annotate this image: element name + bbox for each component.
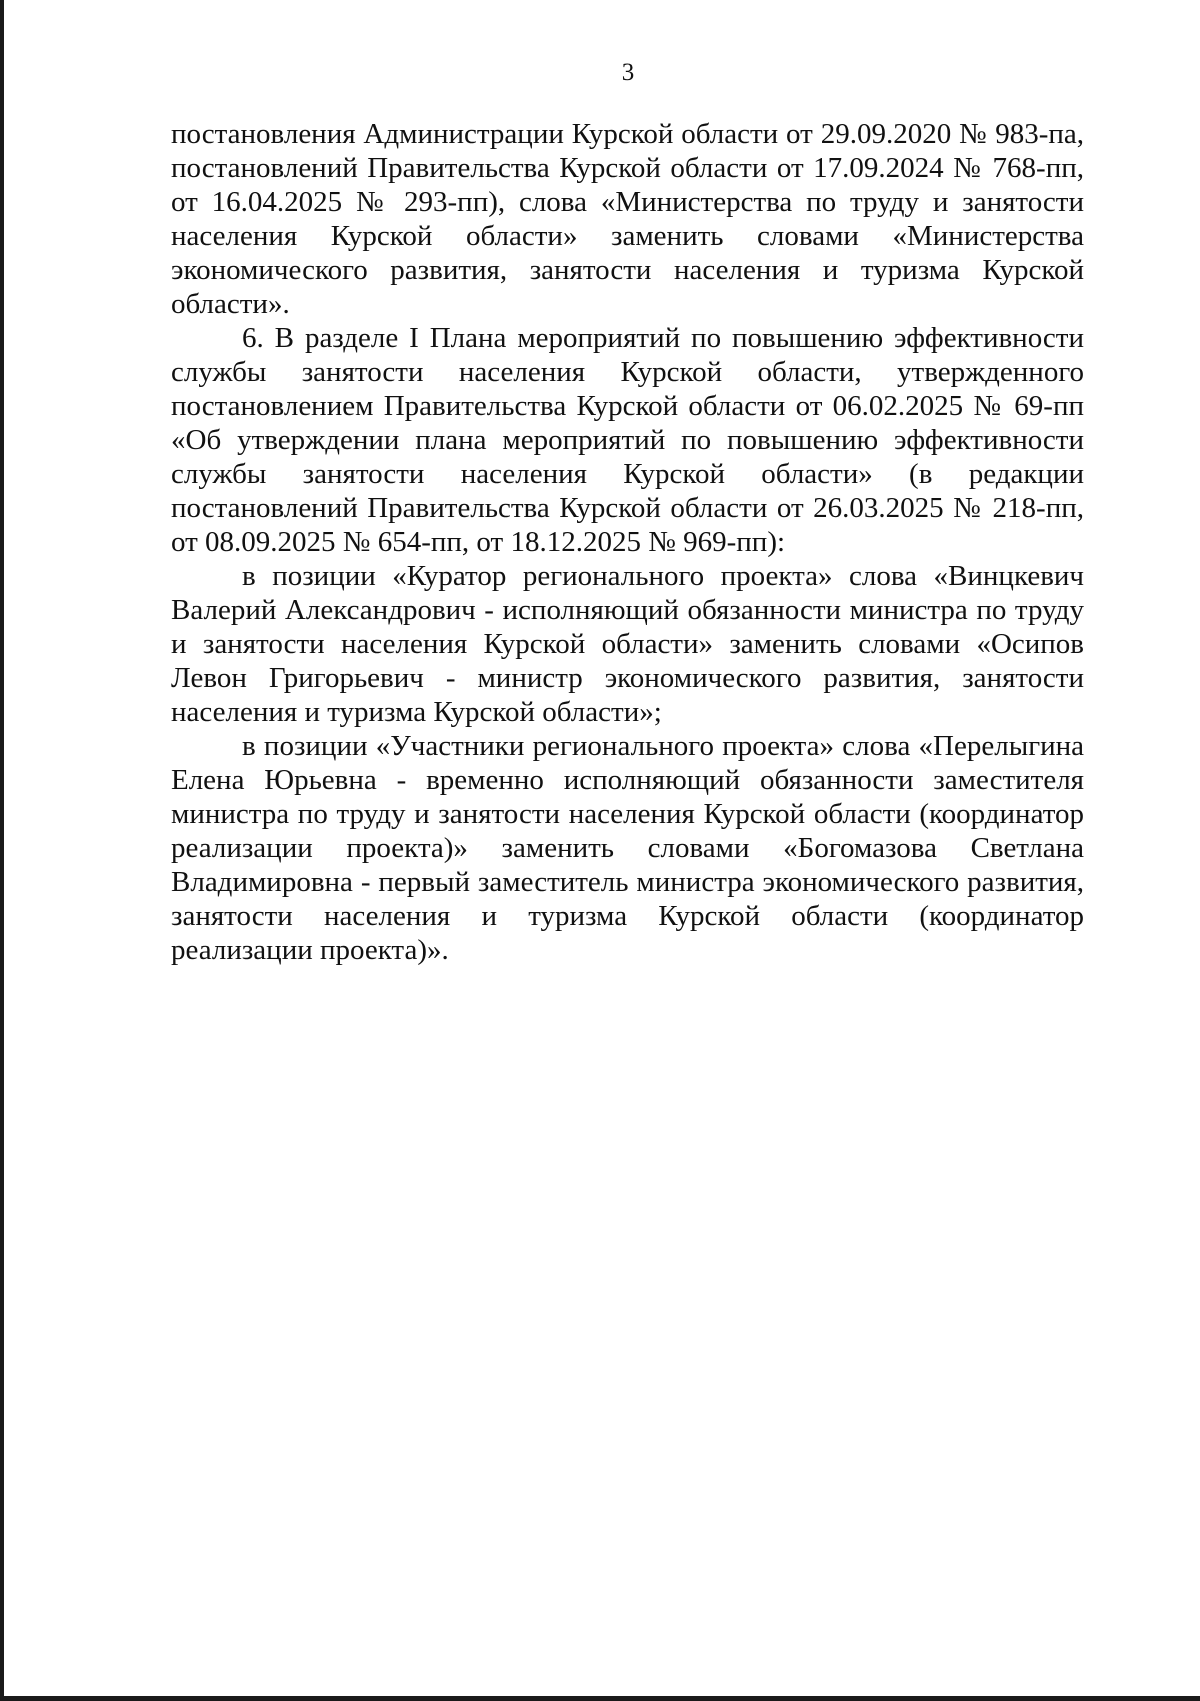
paragraph-continuation: постановления Администрации Курской области от 29.09.2020 № 983-па, постановлений Правительства Курской области от 17.09.2024 № 768-пп, от 16.04.2025 № 293-пп), слова «Министерства по труду и занятости населения Курской области» заменить словами «Министерства экономического развития, занятости населения и туризма Курской области». [171, 118, 1084, 320]
paragraph-curator-position: в позиции «Куратор регионального проекта» слова «Винцкевич Валерий Александрович - исполняющий обязанности министра по труду и занятости населения Курской области» заменить словами «Осипов Левон Григорьевич - министр экономического развития, занятости населения и туризма Курской области»; [171, 560, 1084, 728]
scan-edge-bottom [0, 1696, 1200, 1701]
scan-edge-left [0, 0, 4, 1701]
page-number: 3 [621, 59, 635, 86]
paragraph-participants-position: в позиции «Участники регионального проекта» слова «Перелыгина Елена Юрьевна - временно исполняющий обязанности заместителя министра по труду и занятости населения Курской области (координатор реализации проекта)» заменить словами «Богомазова Светлана Владимировна - первый заместитель министра экономического развития, занятости населения и туризма Курской области (координатор реализации проекта)». [171, 730, 1084, 966]
paragraph-item-6: 6. В разделе I Плана мероприятий по повышению эффективности службы занятости населения Курской области, утвержденного постановлением Правительства Курской области от 06.02.2025 № 69-пп «Об утверждении плана мероприятий по повышению эффективности службы занятости населения Курской области» (в редакции постановлений Правительства Курской области от 26.03.2025 № 218-пп, от 08.09.2025 № 654-пп, от 18.12.2025 № 969-пп): [171, 322, 1084, 558]
document-body [171, 117, 1084, 967]
